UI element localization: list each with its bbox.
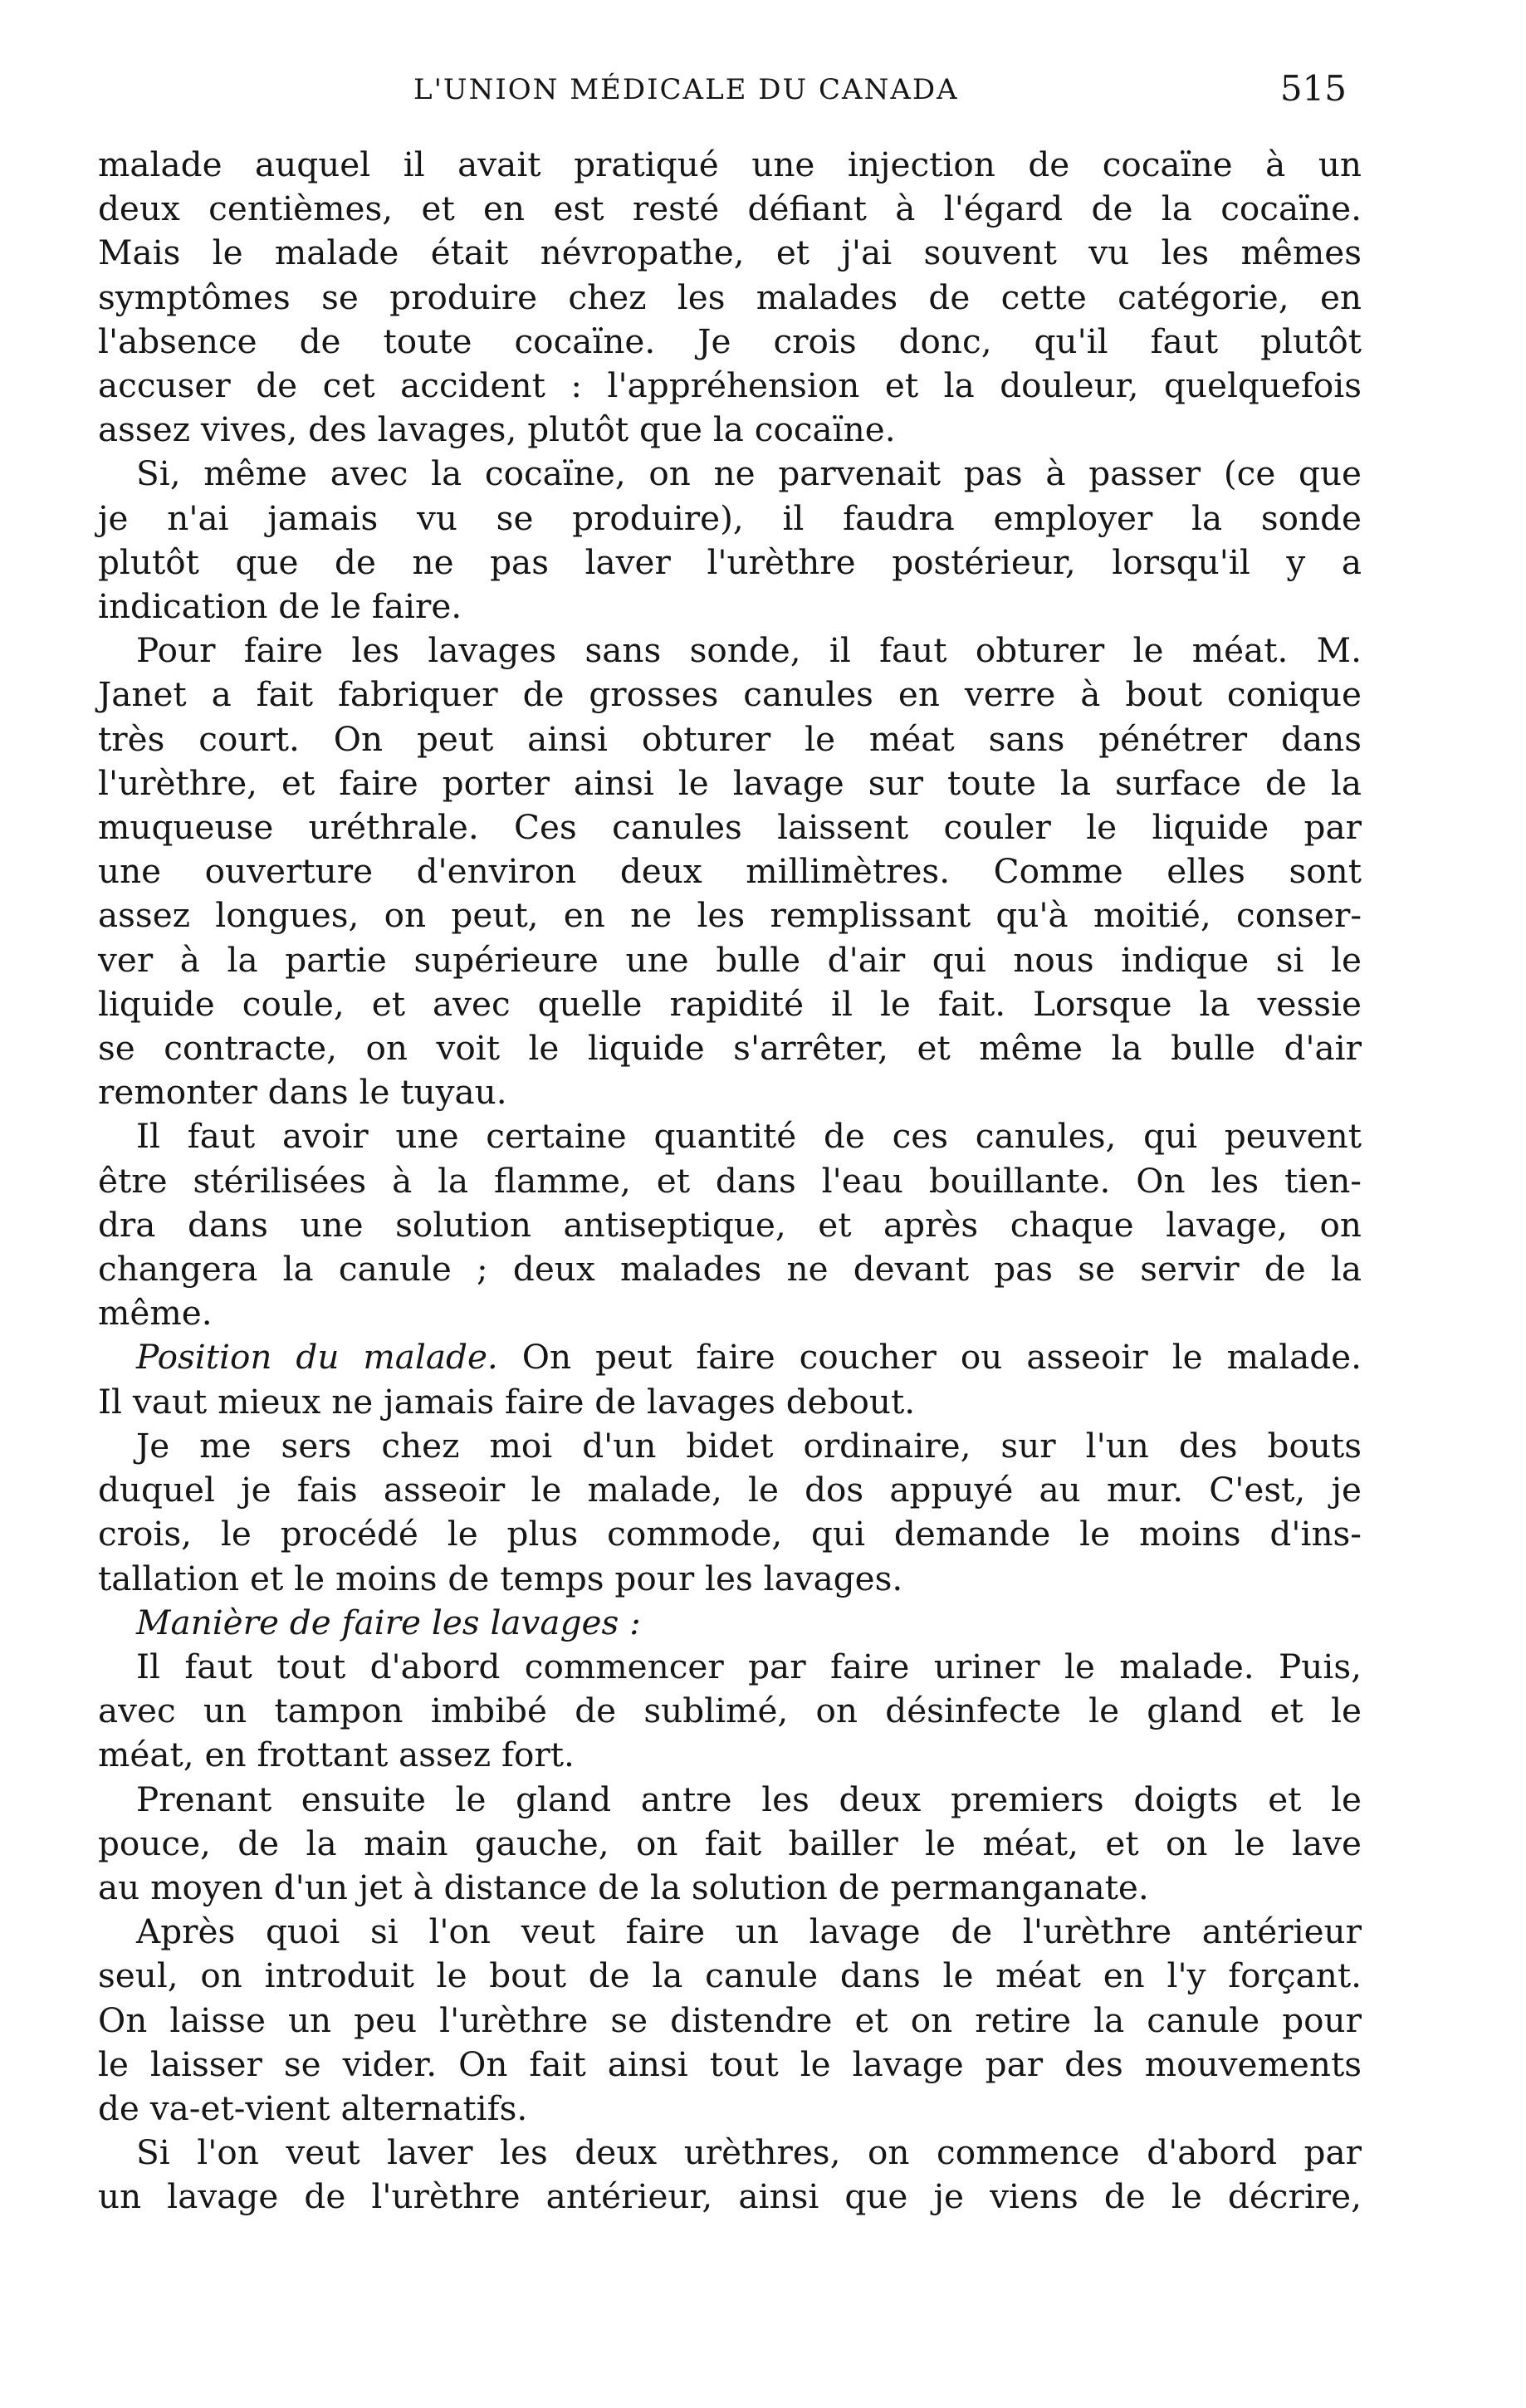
text-line: Si, même avec la cocaïne, on ne parvenait pas à passer (ce que: [136, 453, 1362, 494]
text-line: pouce, de la main gauche, on fait bailler le méat, et on le lave: [98, 1823, 1362, 1863]
section-heading: Position du malade.: [136, 1337, 498, 1378]
text-line: plutôt que de ne pas laver l'urèthre postérieur, lorsqu'il y a: [98, 541, 1362, 582]
text-line: tallation et le moins de temps pour les lavages.: [98, 1558, 903, 1598]
section-heading: Manière de faire les lavages :: [136, 1602, 641, 1642]
text-line: être stérilisées à la flamme, et dans l'eau bouillante. On les tien-: [98, 1160, 1362, 1201]
text-line: Janet a fait fabriquer de grosses canules en verre à bout conique: [98, 674, 1362, 715]
text-line: Il vaut mieux ne jamais faire de lavages debout.: [98, 1381, 916, 1422]
text-line: de va-et-vient alternatifs.: [98, 2087, 528, 2128]
page-number: 515: [1279, 68, 1347, 109]
text-line: dra dans une solution antiseptique, et après chaque lavage, on: [98, 1204, 1362, 1245]
text-line: deux centièmes, et en est resté défiant à l'égard de la cocaïne.: [98, 188, 1362, 229]
text-line: Je me sers chez moi d'un bidet ordinaire, sur l'un des bouts: [136, 1425, 1362, 1466]
text-line: ver à la partie supérieure une bulle d'air qui nous indique si le: [98, 939, 1362, 980]
text-line: Il faut avoir une certaine quantité de ces canules, qui peuvent: [136, 1116, 1362, 1157]
text-line: symptômes se produire chez les malades de cette catégorie, en: [98, 277, 1362, 317]
running-head: [98, 66, 1362, 121]
text-line: malade auquel il avait pratiqué une injection de cocaïne à un: [98, 144, 1362, 184]
running-title: L'UNION MÉDICALE DU CANADA: [413, 73, 959, 106]
text-line: au moyen d'un jet à distance de la solution de permanganate.: [98, 1867, 1149, 1907]
text-line: même.: [98, 1293, 213, 1334]
text-line: un lavage de l'urèthre antérieur, ainsi que je viens de le décrire,: [98, 2176, 1362, 2217]
text-line: méat, en frottant assez fort.: [98, 1735, 575, 1775]
text-line: On laisse un peu l'urèthre se distendre et on retire la canule pour: [98, 1999, 1362, 2040]
text-line: changera la canule ; deux malades ne devant pas se servir de la: [98, 1249, 1362, 1290]
text-line: très court. On peut ainsi obturer le méat sans pénétrer dans: [98, 718, 1362, 759]
body-text: [98, 143, 1362, 2220]
text-line: seul, on introduit le bout de la canule dans le méat en l'y forçant.: [98, 1955, 1362, 1996]
text-line: [98, 1601, 1362, 1645]
document-page: [98, 66, 1362, 2220]
text-line: remonter dans le tuyau.: [98, 1072, 507, 1113]
text-line: Après quoi si l'on veut faire un lavage de l'urèthre antérieur: [136, 1911, 1362, 1952]
text-line: avec un tampon imbibé de sublimé, on désinfecte le gland et le: [98, 1691, 1362, 1731]
text-line: le laisser se vider. On fait ainsi tout le lavage par des mouvements: [98, 2043, 1362, 2084]
text-line: liquide coule, et avec quelle rapidité il le fait. Lorsque la vessie: [98, 983, 1362, 1024]
text-line: Mais le malade était névropathe, et j'ai souvent vu les mêmes: [98, 232, 1362, 273]
text-line: une ouverture d'environ deux millimètres. Comme elles sont: [98, 851, 1362, 892]
text-line: assez longues, on peut, en ne les remplissant qu'à moitié, conser-: [98, 895, 1362, 936]
text-line: accuser de cet accident : l'appréhension et la douleur, quelquefois: [98, 365, 1362, 406]
text-line: je n'ai jamais vu se produire), il faudra employer la sonde: [98, 497, 1362, 538]
text-line: Pour faire les lavages sans sonde, il faut obturer le méat. M.: [136, 630, 1362, 671]
text-line: duquel je fais asseoir le malade, le dos appuyé au mur. C'est, je: [98, 1470, 1362, 1510]
text-line: Prenant ensuite le gland antre les deux premiers doigts et le: [136, 1779, 1362, 1819]
text-line: [98, 1335, 1362, 1379]
text-fragment: On peut faire coucher ou asseoir le malade.: [521, 1337, 1362, 1378]
text-line: se contracte, on voit le liquide s'arrêter, et même la bulle d'air: [98, 1028, 1362, 1069]
text-line: l'absence de toute cocaïne. Je crois donc, qu'il faut plutôt: [98, 321, 1362, 361]
text-line: crois, le procédé le plus commode, qui demande le moins d'ins-: [98, 1514, 1362, 1554]
text-line: Il faut tout d'abord commencer par faire uriner le malade. Puis,: [136, 1646, 1362, 1686]
text-line: l'urèthre, et faire porter ainsi le lavage sur toute la surface de la: [98, 762, 1362, 803]
text-line: indication de le faire.: [98, 586, 462, 627]
text-line: assez vives, des lavages, plutôt que la cocaïne.: [98, 409, 896, 450]
text-line: Si l'on veut laver les deux urèthres, on commence d'abord par: [136, 2132, 1362, 2173]
text-line: muqueuse uréthrale. Ces canules laissent couler le liquide par: [98, 807, 1362, 848]
